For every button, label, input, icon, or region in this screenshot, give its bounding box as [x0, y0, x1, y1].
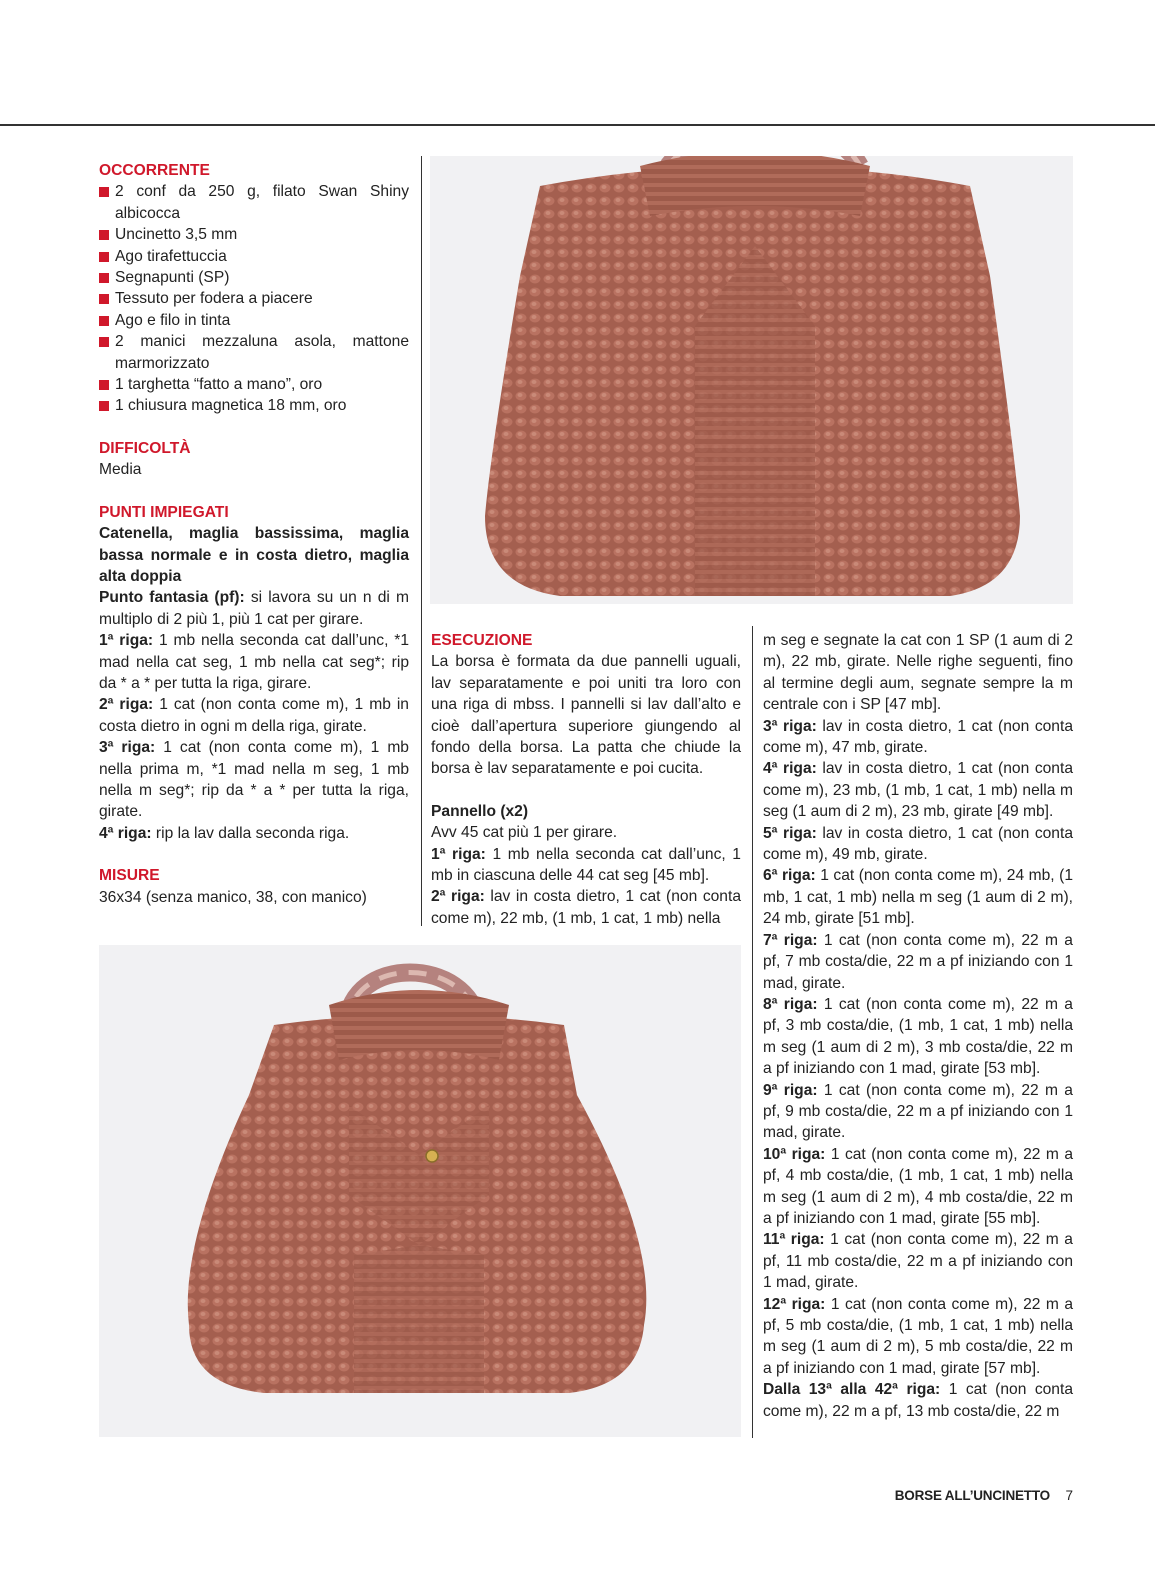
pattern-row: 10ª riga: 1 cat (non conta come m), 22 m a pf, 4 mb costa/die, (1 mb, 1 cat, 1 mb) nella m seg (1 aum di 2 m), 4 mb costa/die, 22 m a pf iniziando con 1 mad, girate [55 mb].	[763, 1145, 1073, 1227]
list-item: Tessuto per fodera a piacere	[99, 288, 409, 309]
bullet-square-icon	[99, 380, 109, 390]
pattern-row: 7ª riga: 1 cat (non conta come m), 22 m a pf, 7 mb costa/die, 22 m a pf iniziando con 1 mad, girate.	[763, 931, 1073, 992]
page-footer	[895, 1488, 1073, 1503]
list-item: Ago e filo in tinta	[99, 310, 409, 331]
execution-heading: ESECUZIONE	[431, 632, 533, 649]
magazine-title: BORSE ALL’UNCINETTO	[894, 1488, 1050, 1503]
left-column	[99, 160, 409, 908]
bullet-square-icon	[99, 273, 109, 283]
list-item: 2 manici mezzaluna asola, mattone marmorizzato	[99, 331, 409, 374]
bullet-square-icon	[99, 230, 109, 240]
stitches-heading: PUNTI IMPIEGATI	[99, 503, 229, 521]
bag-photo-top	[430, 156, 1073, 604]
measures-heading: MISURE	[99, 867, 160, 885]
page-number: 7	[1065, 1488, 1073, 1503]
panel-heading: Pannello (x2)	[431, 802, 529, 820]
materials-list	[99, 181, 409, 416]
list-item: Uncinetto 3,5 mm	[99, 224, 409, 245]
pattern-row: 8ª riga: 1 cat (non conta come m), 22 m a pf, 3 mb costa/die, (1 mb, 1 cat, 1 mb) nella m seg (1 aum di 2 m), 3 mb costa/die, 22 m a pf iniziando con 1 mad, girate [53 mb].	[763, 995, 1073, 1078]
difficulty-heading: DIFFICOLTÀ	[99, 439, 191, 457]
bag-illustration-bottom	[99, 945, 741, 1437]
bag-illustration-top	[430, 156, 1073, 604]
bullet-square-icon	[99, 337, 109, 347]
pattern-row: 1ª riga: 1 mb nella seconda cat dall’unc, 1 mb in ciascuna delle 44 cat seg [45 mb].	[431, 845, 741, 885]
difficulty-value: Media	[99, 461, 142, 479]
list-item: Ago tirafettuccia	[99, 246, 409, 267]
pattern-row: 11ª riga: 1 cat (non conta come m), 22 m a pf, 11 mb costa/die, 22 m a pf iniziando con 1 mad, girate.	[763, 1231, 1073, 1292]
bullet-square-icon	[99, 187, 109, 197]
pattern-row: 12ª riga: 1 cat (non conta come m), 22 m a pf, 5 mb costa/die, (1 mb, 1 cat, 1 mb) nella m seg (1 aum di 2 m), 5 mb costa/die, 22 m a pf iniziando con 1 mad, girate [57 mb].	[763, 1295, 1073, 1377]
pattern-row: 4ª riga: lav in costa dietro, 1 cat (non conta come m), 23 mb, (1 mb, 1 cat, 1 mb) nella m seg (1 aum di 2 m), 23 mb, girate [49 mb].	[763, 760, 1073, 821]
right-column	[763, 630, 1073, 1422]
execution-intro: La borsa è formata da due pannelli uguali, lav separatamente e poi uniti tra loro con una riga di mbss. I pannelli si lav dall’alto e cioè dall’apertura superiore giungendo al fondo della borsa. La patta che chiude la borsa è lav separatamente e poi cucita.	[431, 653, 741, 778]
bullet-square-icon	[99, 316, 109, 326]
column-divider	[421, 156, 422, 926]
stitch-row: 4ª riga: rip la lav dalla seconda riga.	[99, 824, 350, 842]
list-item: Segnapunti (SP)	[99, 267, 409, 288]
column-divider	[752, 626, 753, 1438]
pattern-continuation: m seg e segnate la cat con 1 SP (1 aum di 2 m), 22 mb, girate. Nelle righe seguenti, fino al termine degli aum, segnate sempre la m centrale con i SP [47 mb].	[763, 632, 1073, 714]
measures-value: 36x34 (senza manico, 38, con manico)	[99, 888, 367, 906]
list-item: 1 targhetta “fatto a mano”, oro	[99, 374, 409, 395]
list-item: 2 conf da 250 g, filato Swan Shiny albicocca	[99, 181, 409, 224]
materials-heading: OCCORRENTE	[99, 162, 210, 179]
list-item: 1 chiusura magnetica 18 mm, oro	[99, 395, 409, 416]
pattern-row: 2ª riga: lav in costa dietro, 1 cat (non conta come m), 22 mb, (1 mb, 1 cat, 1 mb) nella	[431, 888, 741, 927]
bullet-square-icon	[99, 252, 109, 262]
bullet-square-icon	[99, 294, 109, 304]
stitch-row: 3ª riga: 1 cat (non conta come m), 1 mb nella prima m, *1 mad nella m seg, 1 mb nella m seg*; rip da * a * per tutta la riga, girate.	[99, 739, 409, 821]
pattern-row: 5ª riga: lav in costa dietro, 1 cat (non conta come m), 49 mb, girate.	[763, 824, 1073, 864]
stitch-row: 2ª riga: 1 cat (non conta come m), 1 mb in costa dietro in ogni m della riga, girate.	[99, 696, 409, 735]
panel-start: Avv 45 cat più 1 per girare.	[431, 824, 618, 842]
stitch-row: 1ª riga: 1 mb nella seconda cat dall’unc, *1 mad nella cat seg, 1 mb nella cat seg*; rip da * a * per tutta la riga, girare.	[99, 632, 409, 692]
fancy-stitch: Punto fantasia (pf): si lavora su un n di m multiplo di 2 più 1, più 1 cat per girare.	[99, 589, 409, 628]
pattern-row: 3ª riga: lav in costa dietro, 1 cat (non conta come m), 47 mb, girate.	[763, 717, 1073, 757]
pattern-row: 9ª riga: 1 cat (non conta come m), 22 m a pf, 9 mb costa/die, 22 m a pf iniziando con 1 mad, girate.	[763, 1081, 1073, 1142]
middle-column	[431, 630, 741, 929]
pattern-row: 6ª riga: 1 cat (non conta come m), 24 mb, (1 mb, 1 cat, 1 mb) nella m seg (1 aum di 2 m), 24 mb, girate [51 mb].	[763, 867, 1073, 928]
pattern-row: Dalla 13ª alla 42ª riga: 1 cat (non conta come m), 22 m a pf, 13 mb costa/die, 22 m	[763, 1381, 1073, 1420]
stitches-list: Catenella, maglia bassissima, maglia bassa normale e in costa dietro, maglia alta doppia	[99, 525, 409, 585]
bullet-square-icon	[99, 401, 109, 411]
bag-photo-bottom	[99, 945, 741, 1437]
top-rule	[0, 124, 1155, 126]
